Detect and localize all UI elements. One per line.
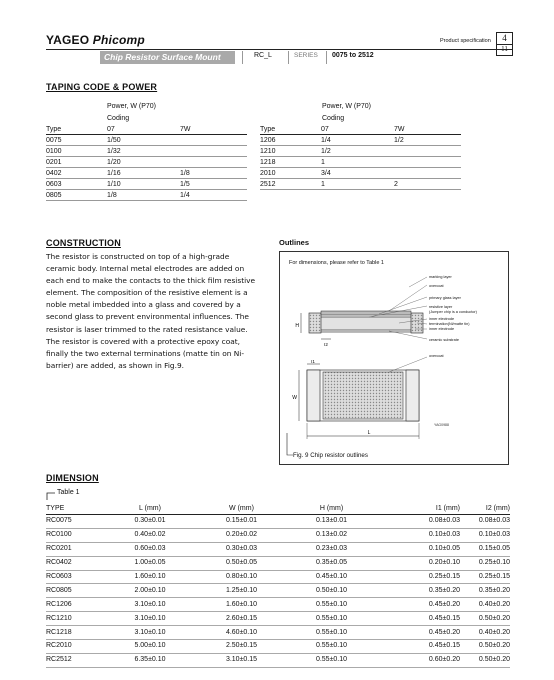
brand-sub: Phicomp [92, 33, 145, 47]
table-cell: 0.45±0.20 [374, 626, 460, 640]
col-header-l: L (mm) [106, 503, 194, 515]
table-cell: 0.10±0.05 [374, 542, 460, 556]
header-banner: Chip Resistor Surface Mount [100, 51, 235, 64]
table-row [46, 570, 510, 584]
taping-cell: 1 [321, 157, 394, 168]
page-number-box [496, 32, 513, 56]
table-cell: 0.50±0.20 [460, 640, 510, 654]
taping-cell: 0402 [46, 168, 107, 179]
table-cell: 0.20±0.10 [374, 556, 460, 570]
table-cell: 0.25±0.15 [460, 570, 510, 584]
col-header-type: TYPE [46, 503, 106, 515]
dim-h-label: H [295, 323, 299, 329]
table-cell: 0.23±0.03 [289, 542, 374, 556]
table-cell: 0.40±0.02 [106, 528, 194, 542]
table-label-bracket [46, 489, 56, 501]
outline-note: For dimensions, please refer to Table 1 [289, 260, 384, 266]
table-row [46, 542, 510, 556]
coding-07-header: 07 [321, 124, 394, 135]
table-cell: 0.50±0.05 [194, 556, 289, 570]
table-cell: 0.50±0.10 [289, 584, 374, 598]
construction-title: CONSTRUCTION [46, 238, 121, 248]
type-header: Type [260, 124, 321, 135]
table-cell: 0.40±0.20 [460, 626, 510, 640]
taping-cell [180, 157, 247, 168]
col-header-w: W (mm) [194, 503, 289, 515]
type-header: Type [46, 124, 107, 135]
header-divider [288, 51, 289, 64]
taping-cell: 1/16 [107, 168, 180, 179]
table-cell: 5.00±0.10 [106, 640, 194, 654]
coding-label-right: Coding [322, 115, 345, 122]
label-marking-layer: marking layer [429, 275, 452, 279]
table-cell: 0.55±0.10 [289, 640, 374, 654]
header-divider [326, 51, 327, 64]
brand-logo [46, 33, 145, 47]
table-row [46, 640, 510, 654]
taping-cell [394, 146, 461, 157]
table-cell: 0.15±0.05 [460, 542, 510, 556]
table-row [46, 598, 510, 612]
taping-cell: 1/5 [180, 179, 247, 190]
table-cell: 3.10±0.10 [106, 612, 194, 626]
dimension-table-body [46, 515, 510, 668]
label-primary-glass: primary glass layer [429, 296, 461, 300]
label-inner-electrode-2: inner electrode [429, 327, 455, 331]
taping-cell: 1/2 [394, 135, 461, 146]
taping-cell: 1/8 [107, 190, 180, 201]
table-cell: 0.60±0.03 [106, 542, 194, 556]
table-cell: 2.00±0.10 [106, 584, 194, 598]
series-label: SERIES [294, 52, 318, 59]
taping-cell: 1/50 [107, 135, 180, 146]
table-row [46, 528, 510, 542]
table-cell: 0.55±0.10 [289, 598, 374, 612]
table-cell: 2.50±0.15 [194, 640, 289, 654]
table-cell: 0.50±0.20 [460, 612, 510, 626]
table-cell: RC0805 [46, 584, 106, 598]
table-cell: 0.45±0.20 [374, 598, 460, 612]
label-inner-electrode: inner electrode [429, 317, 455, 321]
col-header-i1: I1 (mm) [374, 503, 460, 515]
table-cell: 0.50±0.20 [460, 653, 510, 667]
table-cell: RC2010 [46, 640, 106, 654]
dim-w-label: W [292, 395, 297, 401]
table-cell: 0.55±0.10 [289, 612, 374, 626]
label-resistive-layer: resistive layer [429, 305, 453, 309]
table-row [46, 612, 510, 626]
table-row [46, 626, 510, 640]
table-cell: RC0201 [46, 542, 106, 556]
taping-cell: 1210 [260, 146, 321, 157]
taping-cell: 0603 [46, 179, 107, 190]
taping-cell: 1/4 [321, 135, 394, 146]
table-cell: 0.45±0.10 [289, 570, 374, 584]
coding-label-left: Coding [107, 115, 130, 122]
label-ceramic-substrate: ceramic substrate [429, 338, 459, 342]
label-overcoat-top: overcoat [429, 354, 444, 358]
table-cell: 0.13±0.02 [289, 528, 374, 542]
taping-cell: 1/10 [107, 179, 180, 190]
table-cell: 0.40±0.20 [460, 598, 510, 612]
dim-i2-label: I2 [324, 342, 328, 347]
table-cell: 3.10±0.10 [106, 598, 194, 612]
table-cell: 0.55±0.10 [289, 653, 374, 667]
col-header-i2: I2 (mm) [460, 503, 510, 515]
table-cell: RC1210 [46, 612, 106, 626]
table-cell: 0.30±0.01 [106, 515, 194, 529]
table-cell: 0.10±0.03 [460, 528, 510, 542]
taping-table-left [46, 124, 247, 201]
table-cell: 0.10±0.03 [374, 528, 460, 542]
table-cell: 6.35±0.10 [106, 653, 194, 667]
table-cell: 0.08±0.03 [460, 515, 510, 529]
header-rule [46, 49, 512, 50]
taping-cell: 1 [321, 179, 394, 190]
construction-text: The resistor is constructed on top of a high-grade ceramic body. Internal metal electrodes are added on each end to make the contacts to the thick film resistive element. The composition of the resistive element is a noble metal imbedded into a glass and covered by a second glass to prevent environmental influences. The resistor is laser trimmed to the rated resistance value. The resistor is covered with a protective epoxy coat, finally the two external terminations (matte tin on Ni-barrier) are added, as shown in Fig.9. [46, 252, 256, 370]
page-number: 4 [497, 33, 512, 45]
taping-cell: 2010 [260, 168, 321, 179]
taping-cell: 1/4 [180, 190, 247, 201]
table-cell: 0.35±0.20 [374, 584, 460, 598]
table-cell: 0.20±0.02 [194, 528, 289, 542]
drawing-code: YAG0988 [434, 423, 449, 427]
table-cell: 0.60±0.20 [374, 653, 460, 667]
table-cell: 0.45±0.15 [374, 612, 460, 626]
taping-cell: 0075 [46, 135, 107, 146]
dim-i1-label: I1 [311, 359, 315, 364]
table-cell: RC2512 [46, 653, 106, 667]
taping-cell [394, 168, 461, 179]
table-row [46, 653, 510, 667]
dimension-title: DIMENSION [46, 473, 99, 483]
top-view [292, 357, 449, 439]
coding-7w-header: 7W [180, 124, 247, 135]
table-cell: RC0603 [46, 570, 106, 584]
table-cell: 0.15±0.01 [194, 515, 289, 529]
taping-title: TAPING CODE & POWER [46, 82, 158, 92]
table-cell: 0.25±0.10 [460, 556, 510, 570]
brand-main: YAGEO [46, 33, 90, 47]
taping-cell [180, 135, 247, 146]
label-termination: termination(Ni/matte tin) [429, 322, 470, 326]
outlines-title: Outlines [279, 238, 310, 247]
power-label-right: Power, W (P70) [322, 103, 372, 110]
table-cell: 1.00±0.05 [106, 556, 194, 570]
label-overcoat: overcoat [429, 284, 444, 288]
taping-cell: 3/4 [321, 168, 394, 179]
table-label: Table 1 [57, 489, 80, 496]
taping-cell: 1218 [260, 157, 321, 168]
table-cell: 2.60±0.15 [194, 612, 289, 626]
table-cell: 1.25±0.10 [194, 584, 289, 598]
taping-cell: 1/8 [180, 168, 247, 179]
taping-cell: 0805 [46, 190, 107, 201]
taping-cell: 1206 [260, 135, 321, 146]
table-cell: 0.08±0.03 [374, 515, 460, 529]
table-cell: RC0100 [46, 528, 106, 542]
table-cell: RC1218 [46, 626, 106, 640]
table-cell: 0.30±0.03 [194, 542, 289, 556]
taping-cell: 1/2 [321, 146, 394, 157]
table-cell: 0.35±0.20 [460, 584, 510, 598]
taping-cell: 2512 [260, 179, 321, 190]
table-cell: 0.55±0.10 [289, 626, 374, 640]
taping-table-right [260, 124, 461, 190]
taping-cell [180, 146, 247, 157]
table-row [46, 584, 510, 598]
table-row [46, 556, 510, 570]
table-cell: 0.25±0.15 [374, 570, 460, 584]
table-cell: 0.13±0.01 [289, 515, 374, 529]
figure-caption: Fig. 9 Chip resistor outlines [293, 452, 368, 459]
table-cell: RC1206 [46, 598, 106, 612]
table-row [46, 515, 510, 529]
coding-07-header: 07 [107, 124, 180, 135]
col-header-h: H (mm) [289, 503, 374, 515]
table-cell: 1.60±0.10 [194, 598, 289, 612]
taping-cell: 2 [394, 179, 461, 190]
side-view [295, 277, 427, 347]
table-cell: 4.60±0.10 [194, 626, 289, 640]
table-cell: RC0075 [46, 515, 106, 529]
taping-cell: 1/20 [107, 157, 180, 168]
taping-cell: 0201 [46, 157, 107, 168]
dimension-table [46, 503, 510, 668]
header-divider [242, 51, 243, 64]
taping-cell: 0100 [46, 146, 107, 157]
size-range: 0075 to 2512 [332, 52, 374, 59]
table-cell: 3.10±0.10 [106, 626, 194, 640]
product-spec-label: Product specification [440, 38, 491, 44]
power-label-left: Power, W (P70) [107, 103, 157, 110]
dim-l-label: L [367, 430, 371, 436]
chip-outline-drawing [279, 251, 509, 465]
taping-cell: 1/32 [107, 146, 180, 157]
table-cell: 0.35±0.05 [289, 556, 374, 570]
table-cell: RC0402 [46, 556, 106, 570]
table-cell: 0.45±0.15 [374, 640, 460, 654]
label-jumper-note: (Jumper chip is a conductor) [429, 310, 477, 314]
table-cell: 0.80±0.10 [194, 570, 289, 584]
coding-7w-header: 7W [394, 124, 461, 135]
taping-cell [394, 157, 461, 168]
table-cell: 1.60±0.10 [106, 570, 194, 584]
table-cell: 3.10±0.15 [194, 653, 289, 667]
series-code: RC_L [254, 52, 272, 59]
